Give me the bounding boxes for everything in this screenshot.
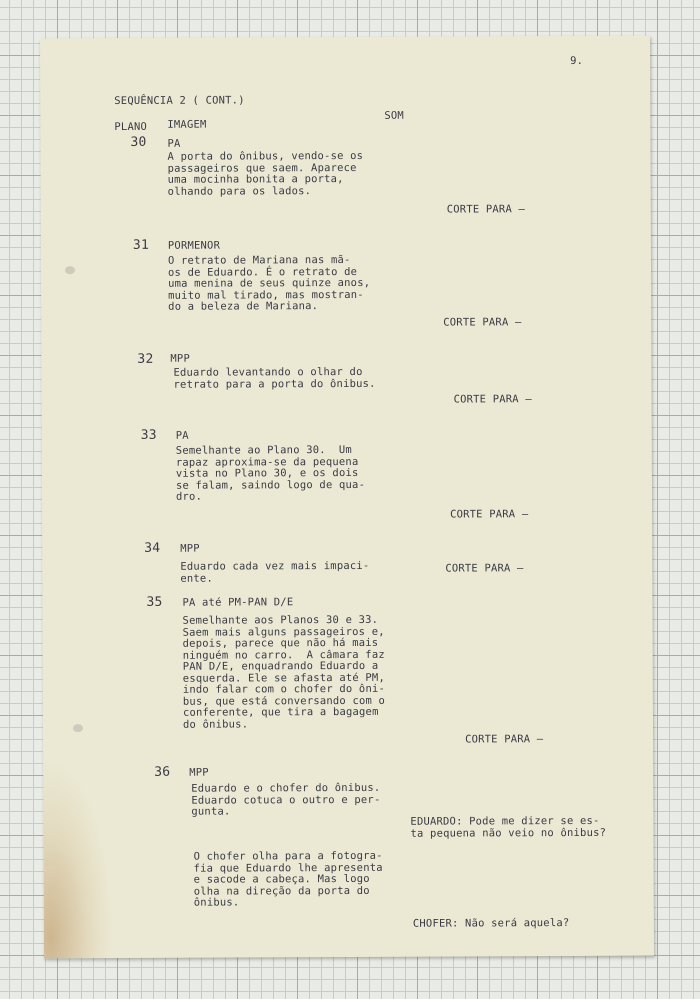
shot-type: PA <box>175 429 189 442</box>
shot-description: O retrato de Mariana nas mã- os de Eduardo. É o retrato de uma menina de seus quinze anos, muito mal tirado, mas mostran- do a beleza de Mariana. <box>167 253 371 313</box>
shot-type: PA até PM-PAN D/E <box>182 596 294 609</box>
dialogue-eduardo: EDUARDO: Pode me dizer se es- ta pequena não veio no ônibus? <box>410 814 607 840</box>
shot-type: MPP <box>170 352 190 365</box>
shot-number: 32 <box>137 351 154 367</box>
shot-number: 33 <box>140 427 157 443</box>
shot-description: Eduardo cada vez mais impaci- ente. <box>180 559 370 585</box>
transition-label: CORTE PARA — <box>443 316 522 329</box>
shot-description-continued: O chofer olha para a fotogra- fia que Eduardo lhe apresenta e sacode a cabeça. Mas logo olha na direção da porta do ônibus. <box>193 849 383 909</box>
shot-type: MPP <box>189 766 209 779</box>
shot-description: Eduardo levantando o olhar do retrato para a porta do ônibus. <box>173 365 376 391</box>
shot-number: 34 <box>144 540 161 556</box>
shot-type: PORMENOR <box>167 239 221 252</box>
shot-number: 36 <box>154 764 171 780</box>
shot-description: Semelhante aos Planos 30 e 33. Saem mais alguns passageiros e, depois, parece que não há mais ninguém no carro. A câmara faz PAN D/E, enquadrando Eduardo a esquerda. Ele se afasta até PM, indo falar com o chofer do ôni- bus, que está conversando com o conferente, que tira a bagagem do ônibus. <box>182 613 386 731</box>
punch-mark <box>73 724 83 732</box>
shot-number: 35 <box>146 594 163 610</box>
shot-description: A porta do ônibus, vendo-se os passageiros que saem. Aparece uma mocinha bonita a porta, olhando para os lados. <box>167 149 364 198</box>
punch-mark <box>65 266 75 274</box>
paper-stain <box>43 758 114 958</box>
sequence-heading: SEQUÊNCIA 2 ( CONT.) <box>114 94 245 108</box>
transition-label: CORTE PARA — <box>450 508 529 521</box>
shot-type: MPP <box>180 542 200 555</box>
dialogue-chofer: CHOFER: Não será aquela? <box>412 917 570 930</box>
transition-label: CORTE PARA — <box>465 733 544 746</box>
transition-label: CORTE PARA — <box>446 203 526 216</box>
transition-label: CORTE PARA — <box>445 562 524 575</box>
shot-number: 30 <box>130 134 147 150</box>
shot-number: 31 <box>132 237 149 253</box>
shot-description: Semelhante ao Plano 30. Um rapaz aproxima-se da pequena vista no Plano 30, e os dois se falam, saindo logo de qua- dro. <box>175 443 366 503</box>
transition-label: CORTE PARA — <box>453 393 532 406</box>
column-header-som: SOM <box>384 109 404 122</box>
column-header-imagem: IMAGEM <box>167 118 207 131</box>
shot-description: Eduardo e o chofer do ônibus. Eduardo cotuca o outro e per- gunta. <box>191 781 381 818</box>
shot-type: PA <box>167 137 181 150</box>
column-header-plano: PLANO <box>114 120 148 134</box>
page-number: 9. <box>570 54 584 68</box>
typewritten-page <box>40 36 654 959</box>
